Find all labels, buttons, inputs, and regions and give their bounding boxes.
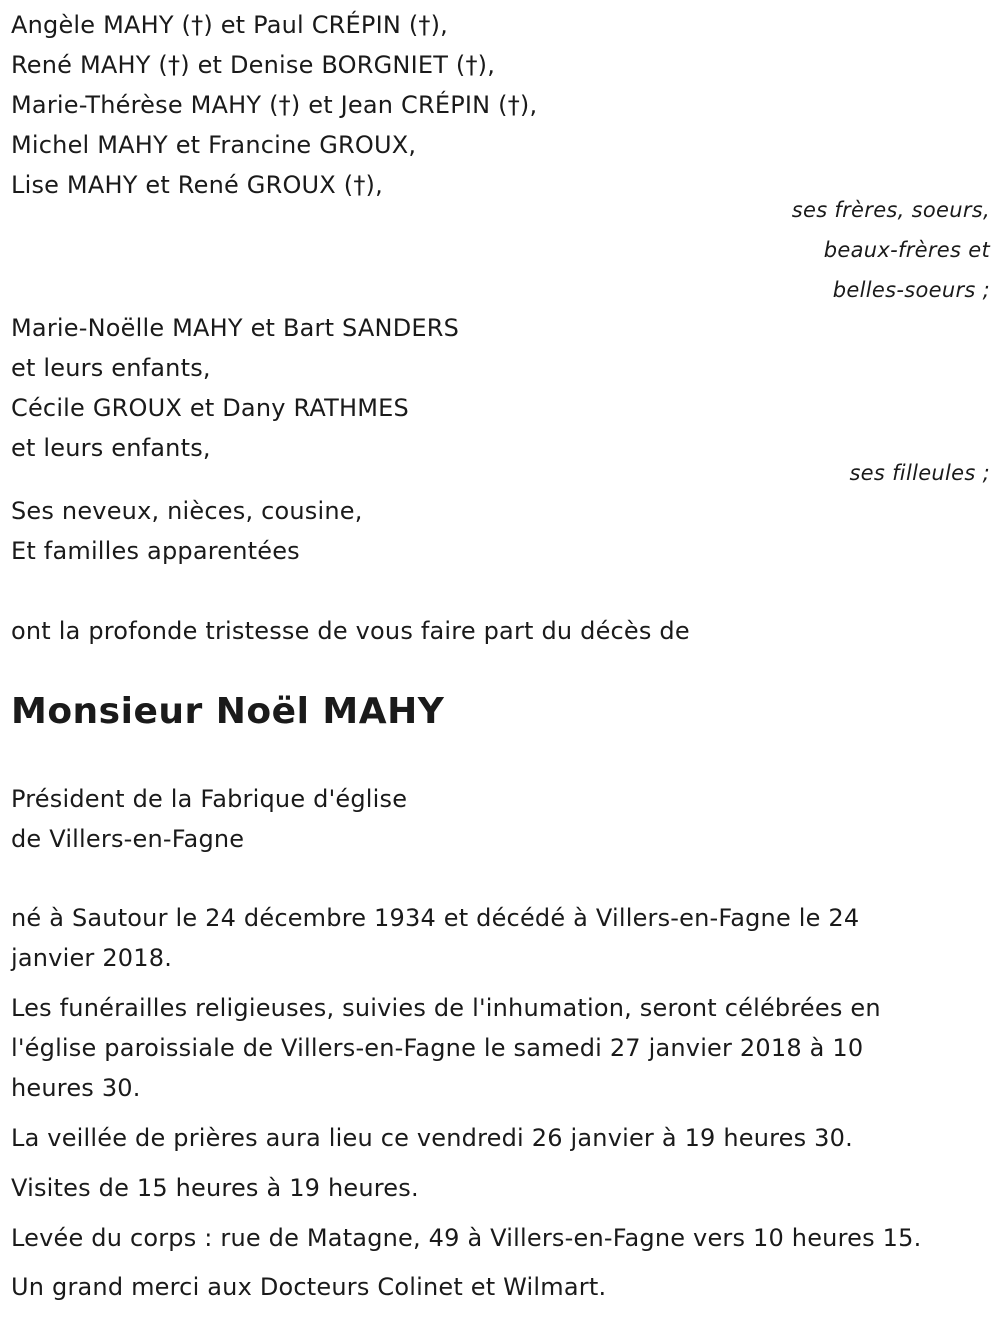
relatives-line: Ses neveux, nièces, cousine, <box>11 497 363 525</box>
deceased-name: Monsieur Noël MAHY <box>11 691 445 732</box>
thanks-text: Un grand merci aux Docteurs Colinet et Wilmart. <box>11 1273 607 1301</box>
funeral-line: l'église paroissiale de Villers-en-Fagne le samedi 27 janvier 2018 à 10 <box>11 1034 864 1062</box>
sibling-line: Michel MAHY et Francine GROUX, <box>11 131 417 159</box>
funeral-line: heures 30. <box>11 1074 141 1102</box>
visits-text: Visites de 15 heures à 19 heures. <box>11 1174 419 1202</box>
goddaughters-role: ses filleules ; <box>849 461 990 485</box>
announcement-text: ont la profonde tristesse de vous faire part du décès de <box>11 617 690 645</box>
siblings-role-line: belles-soeurs ; <box>832 278 990 302</box>
departure-text: Levée du corps : rue de Matagne, 49 à Villers-en-Fagne vers 10 heures 15. <box>11 1224 922 1252</box>
goddaughter-line: et leurs enfants, <box>11 354 211 382</box>
vigil-text: La veillée de prières aura lieu ce vendredi 26 janvier à 19 heures 30. <box>11 1124 853 1152</box>
goddaughter-line: Marie-Noëlle MAHY et Bart SANDERS <box>11 314 460 342</box>
birth-death-line: né à Sautour le 24 décembre 1934 et décédé à Villers-en-Fagne le 24 <box>11 904 860 932</box>
birth-death-line: janvier 2018. <box>11 944 173 972</box>
goddaughter-line: Cécile GROUX et Dany RATHMES <box>11 394 409 422</box>
siblings-role-line: beaux-frères et <box>823 238 990 262</box>
funeral-line: Les funérailles religieuses, suivies de l'inhumation, seront célébrées en <box>11 994 881 1022</box>
sibling-line: Lise MAHY et René GROUX (†), <box>11 171 383 199</box>
goddaughter-line: et leurs enfants, <box>11 434 211 462</box>
deceased-title-line: de Villers-en-Fagne <box>11 825 245 853</box>
deceased-title-line: Président de la Fabrique d'église <box>11 785 408 813</box>
sibling-line: Marie-Thérèse MAHY (†) et Jean CRÉPIN (†), <box>11 91 538 119</box>
siblings-role-line: ses frères, soeurs, <box>791 198 990 222</box>
sibling-line: René MAHY (†) et Denise BORGNIET (†), <box>11 51 496 79</box>
relatives-line: Et familles apparentées <box>11 537 300 565</box>
sibling-line: Angèle MAHY (†) et Paul CRÉPIN (†), <box>11 11 449 39</box>
